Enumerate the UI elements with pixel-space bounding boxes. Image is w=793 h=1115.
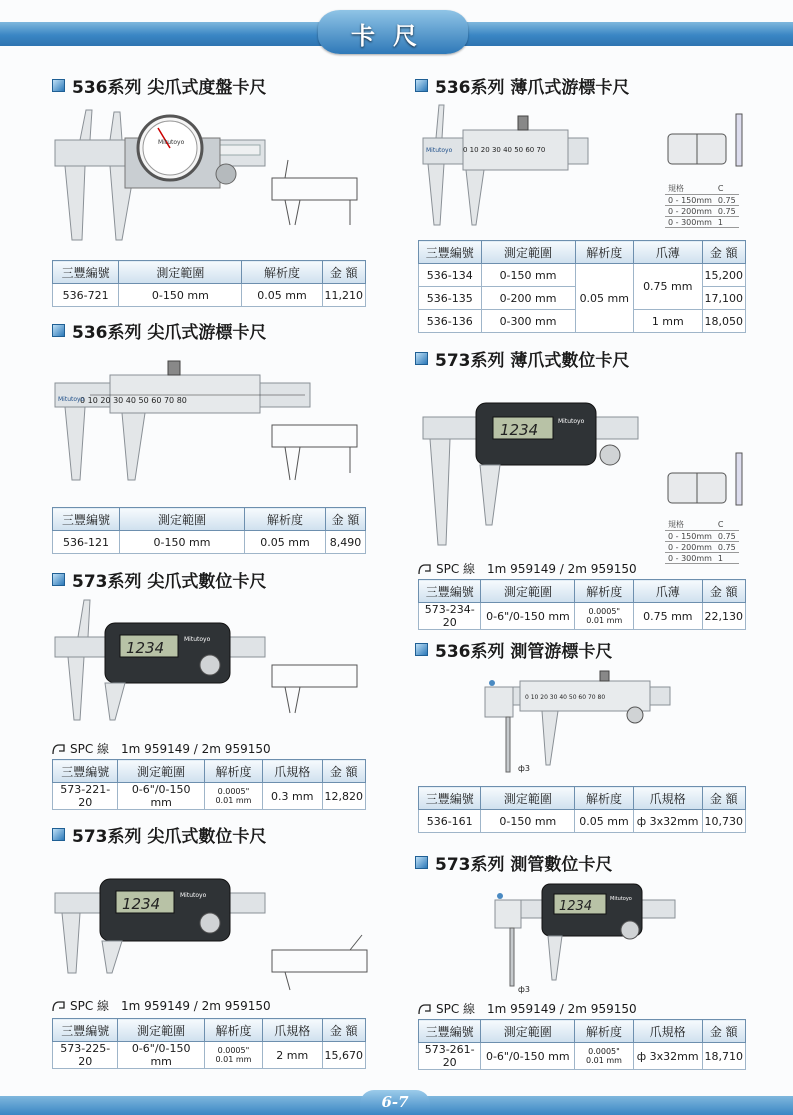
resolution-mm: 0.01 mm xyxy=(215,1055,252,1064)
cable-icon xyxy=(52,743,66,755)
section-title-536-vernier xyxy=(52,318,266,343)
col-header: 三豐編號 xyxy=(53,261,119,284)
jaw-thickness-table xyxy=(665,519,739,564)
price-cell: 18,710 xyxy=(702,1043,746,1070)
col-header: 爪規格 xyxy=(262,760,322,783)
col-header: 爪薄 xyxy=(634,241,702,264)
spc-cable-note xyxy=(52,740,271,757)
spc-cable-note xyxy=(418,1000,637,1017)
col-header: 解析度 xyxy=(204,1019,262,1042)
price-cell: 15,200 xyxy=(702,264,746,287)
col-header: 測定範圍 xyxy=(481,580,575,603)
col-header: 測定範圍 xyxy=(118,760,205,783)
range-cell: 0-200 mm xyxy=(481,287,575,310)
spc-cable-note xyxy=(418,560,637,577)
col-header: 金 額 xyxy=(702,1020,746,1043)
col-header: 解析度 xyxy=(575,241,634,264)
table-row xyxy=(419,264,746,287)
cable-icon xyxy=(418,1003,432,1015)
svg-text:0 10 20 30 40 50 60 70 80: 0 10 20 30 40 50 60 70 80 xyxy=(525,694,606,701)
table-row xyxy=(53,284,366,307)
page-footer xyxy=(0,1090,793,1115)
lcd-reading: 1234 xyxy=(126,639,165,657)
col-header: 金 額 xyxy=(322,1019,366,1042)
mini-cell: 0 - 150mm xyxy=(665,531,715,542)
mini-cell: 0 - 150mm xyxy=(665,195,715,206)
model-cell: 536-161 xyxy=(419,810,481,833)
cable-icon xyxy=(418,563,432,575)
range-cell: 0-150 mm xyxy=(481,810,575,833)
svg-text:0 10 20 30 40 50 60 70: 0 10 20 30 40 50 60 70 xyxy=(463,146,546,154)
section-title-573-digital-1 xyxy=(52,567,266,592)
spc-text: SPC 線 1m 959149 / 2m 959150 xyxy=(70,742,271,756)
cable-icon xyxy=(52,1000,66,1012)
mini-cell: 0 - 300mm xyxy=(665,553,715,564)
section-title-573-tube xyxy=(415,850,612,875)
dial-caliper-image xyxy=(50,100,380,255)
lcd-reading: 1234 xyxy=(559,899,593,914)
spec-table-536-161 xyxy=(418,786,746,833)
section-title-text: 573系列 尖爪式數位卡尺 xyxy=(72,572,267,592)
resolution-cell: 0.05 mm xyxy=(575,264,634,333)
col-header: 解析度 xyxy=(245,508,326,531)
mini-cell: 1 xyxy=(715,217,739,228)
jaw-cell: ф 3x32mm xyxy=(633,1043,702,1070)
range-cell: 0-6"/0-150 mm xyxy=(481,1043,575,1070)
jaw-cell: 0.75 mm xyxy=(634,264,702,310)
range-cell: 0-150 mm xyxy=(481,264,575,287)
spec-table-573-221 xyxy=(52,759,366,810)
spec-table-573-225 xyxy=(52,1018,366,1069)
spc-cable-note xyxy=(52,997,271,1014)
vernier-caliper-image xyxy=(50,355,380,495)
mini-cell: 0.75 xyxy=(715,206,739,217)
col-header: 三豐編號 xyxy=(419,580,481,603)
spc-text: SPC 線 1m 959149 / 2m 959150 xyxy=(436,562,637,576)
mini-cell: 0 - 300mm xyxy=(665,217,715,228)
bullet-icon xyxy=(415,79,428,92)
tube-digital-caliper-image xyxy=(490,880,690,995)
resolution-cell xyxy=(204,783,262,810)
col-header: 爪薄 xyxy=(634,580,702,603)
brand-label: Mitutoyo xyxy=(180,892,207,899)
tube-caliper-image xyxy=(480,675,680,780)
table-row xyxy=(419,603,746,630)
section-title-text: 573系列 測管數位卡尺 xyxy=(435,855,613,875)
mini-cell: 0 - 200mm xyxy=(665,206,715,217)
col-header: 三豐編號 xyxy=(419,787,481,810)
table-row xyxy=(53,1042,366,1069)
col-header: 金 額 xyxy=(702,580,746,603)
resolution-mm: 0.01 mm xyxy=(215,796,252,805)
col-header: 三豐編號 xyxy=(53,508,120,531)
jaw-cell: ф 3x32mm xyxy=(633,810,702,833)
col-header: 金 額 xyxy=(702,787,746,810)
table-row xyxy=(419,810,746,833)
col-header: 金 額 xyxy=(326,508,366,531)
table-row xyxy=(53,783,366,810)
section-title-text: 536系列 測管游標卡尺 xyxy=(435,642,613,662)
jaw-thickness-table xyxy=(665,183,739,228)
spc-text: SPC 線 1m 959149 / 2m 959150 xyxy=(436,1002,637,1016)
resolution-cell xyxy=(575,1043,634,1070)
price-cell: 15,670 xyxy=(322,1042,366,1069)
col-header: 解析度 xyxy=(575,787,633,810)
section-title-text: 573系列 尖爪式數位卡尺 xyxy=(72,827,267,847)
svg-text:ф3: ф3 xyxy=(518,764,530,773)
col-header: 三豐編號 xyxy=(53,1019,118,1042)
section-title-536-tube xyxy=(415,637,612,662)
resolution-cell: 0.05 mm xyxy=(575,810,633,833)
price-cell: 22,130 xyxy=(702,603,746,630)
mini-cell: 0.75 xyxy=(715,195,739,206)
col-header: 三豐編號 xyxy=(419,1020,481,1043)
jaw-cell: 2 mm xyxy=(262,1042,322,1069)
section-title-573-digital-2 xyxy=(52,822,266,847)
resolution-cell: 0.05 mm xyxy=(242,284,322,307)
jaw-cell: 0.3 mm xyxy=(262,783,322,810)
range-cell: 0-6"/0-150 mm xyxy=(481,603,575,630)
svg-text:Mitutoyo: Mitutoyo xyxy=(158,139,185,146)
col-header: 測定範圍 xyxy=(481,241,575,264)
page-header xyxy=(0,6,793,60)
price-cell: 8,490 xyxy=(326,531,366,554)
jaw-cell: 0.75 mm xyxy=(634,603,702,630)
price-cell: 17,100 xyxy=(702,287,746,310)
resolution-cell xyxy=(204,1042,262,1069)
mini-cell: 0 - 200mm xyxy=(665,542,715,553)
model-cell: 573-225-20 xyxy=(53,1042,118,1069)
col-header: 爪規格 xyxy=(633,1020,702,1043)
col-header: 爪規格 xyxy=(262,1019,322,1042)
model-cell: 573-261-20 xyxy=(419,1043,481,1070)
section-title-536-thin xyxy=(415,73,629,98)
spec-table-536-vernier xyxy=(52,507,366,554)
mini-header: 規格 xyxy=(665,183,715,195)
section-title-text: 536系列 薄爪式游標卡尺 xyxy=(435,78,630,98)
range-cell: 0-300 mm xyxy=(481,310,575,333)
spec-table-573-234 xyxy=(418,579,746,630)
bullet-icon xyxy=(52,828,65,841)
digital-caliper-image xyxy=(50,595,380,735)
section-title-text: 573系列 薄爪式數位卡尺 xyxy=(435,351,630,371)
price-cell: 18,050 xyxy=(702,310,746,333)
svg-text:Mitutoyo: Mitutoyo xyxy=(58,396,85,403)
bullet-icon xyxy=(52,324,65,337)
col-header: 測定範圍 xyxy=(481,787,575,810)
bullet-icon xyxy=(415,856,428,869)
mini-header: C xyxy=(715,183,739,195)
resolution-inch: 0.0005" xyxy=(588,1047,620,1056)
resolution-cell: 0.05 mm xyxy=(245,531,326,554)
mini-header: 規格 xyxy=(665,519,715,531)
range-cell: 0-150 mm xyxy=(119,284,242,307)
table-row xyxy=(419,1043,746,1070)
lcd-reading: 1234 xyxy=(500,421,539,439)
model-cell: 536-121 xyxy=(53,531,120,554)
col-header: 三豐編號 xyxy=(53,760,118,783)
resolution-inch: 0.0005" xyxy=(217,1046,250,1055)
col-header: 解析度 xyxy=(575,1020,634,1043)
range-cell: 0-150 mm xyxy=(120,531,245,554)
mini-cell: 0.75 xyxy=(715,531,739,542)
col-header: 測定範圍 xyxy=(120,508,245,531)
section-title-573-thin xyxy=(415,346,629,371)
model-cell: 536-721 xyxy=(53,284,119,307)
col-header: 爪規格 xyxy=(633,787,702,810)
price-cell: 11,210 xyxy=(322,284,366,307)
col-header: 測定範圍 xyxy=(119,261,242,284)
spec-table-536-thin xyxy=(418,240,746,333)
spc-text: SPC 線 1m 959149 / 2m 959150 xyxy=(70,999,271,1013)
model-cell: 573-221-20 xyxy=(53,783,118,810)
col-header: 金 額 xyxy=(702,241,746,264)
mini-cell: 1 xyxy=(715,553,739,564)
model-cell: 536-136 xyxy=(419,310,482,333)
brand-label: Mitutoyo xyxy=(610,896,632,902)
bullet-icon xyxy=(415,352,428,365)
resolution-cell xyxy=(575,603,634,630)
bullet-icon xyxy=(415,643,428,656)
range-cell: 0-6"/0-150 mm xyxy=(118,1042,205,1069)
model-cell: 573-234-20 xyxy=(419,603,481,630)
col-header: 金 額 xyxy=(322,760,366,783)
brand-label: Mitutoyo xyxy=(426,147,453,154)
section-title-536-dial xyxy=(52,73,266,98)
col-header: 解析度 xyxy=(204,760,262,783)
col-header: 解析度 xyxy=(575,580,634,603)
range-cell: 0-6"/0-150 mm xyxy=(118,783,205,810)
bullet-icon xyxy=(52,573,65,586)
bullet-icon xyxy=(52,79,65,92)
resolution-inch: 0.0005" xyxy=(217,787,250,796)
brand-label: Mitutoyo xyxy=(184,636,211,643)
mini-cell: 0.75 xyxy=(715,542,739,553)
jaw-cell: 1 mm xyxy=(634,310,702,333)
svg-text:0 10 20 30 40 50 6: 0 10 20 30 40 50 60 70 80 xyxy=(80,396,187,405)
mini-header: C xyxy=(715,519,739,531)
page-number: 6-7 xyxy=(381,1093,409,1111)
price-cell: 12,820 xyxy=(322,783,366,810)
col-header: 解析度 xyxy=(242,261,322,284)
section-title-text: 536系列 尖爪式度盤卡尺 xyxy=(72,78,267,98)
resolution-mm: 0.01 mm xyxy=(586,1056,622,1065)
lcd-reading: 1234 xyxy=(122,895,161,913)
model-cell: 536-135 xyxy=(419,287,482,310)
col-header: 金 額 xyxy=(322,261,366,284)
col-header: 測定範圍 xyxy=(118,1019,205,1042)
svg-text:ф3: ф3 xyxy=(518,985,530,994)
resolution-inch: 0.0005" xyxy=(588,607,621,616)
col-header: 測定範圍 xyxy=(481,1020,575,1043)
page-title: 卡尺 xyxy=(351,22,435,50)
section-title-text: 536系列 尖爪式游標卡尺 xyxy=(72,323,267,343)
col-header: 三豐編號 xyxy=(419,241,482,264)
brand-label: Mitutoyo xyxy=(558,418,585,425)
spec-table-536-dial xyxy=(52,260,366,307)
digital-caliper-image-2 xyxy=(50,865,380,985)
price-cell: 10,730 xyxy=(702,810,746,833)
spec-table-573-261 xyxy=(418,1019,746,1070)
table-row xyxy=(53,531,366,554)
resolution-mm: 0.01 mm xyxy=(586,616,623,625)
model-cell: 536-134 xyxy=(419,264,482,287)
